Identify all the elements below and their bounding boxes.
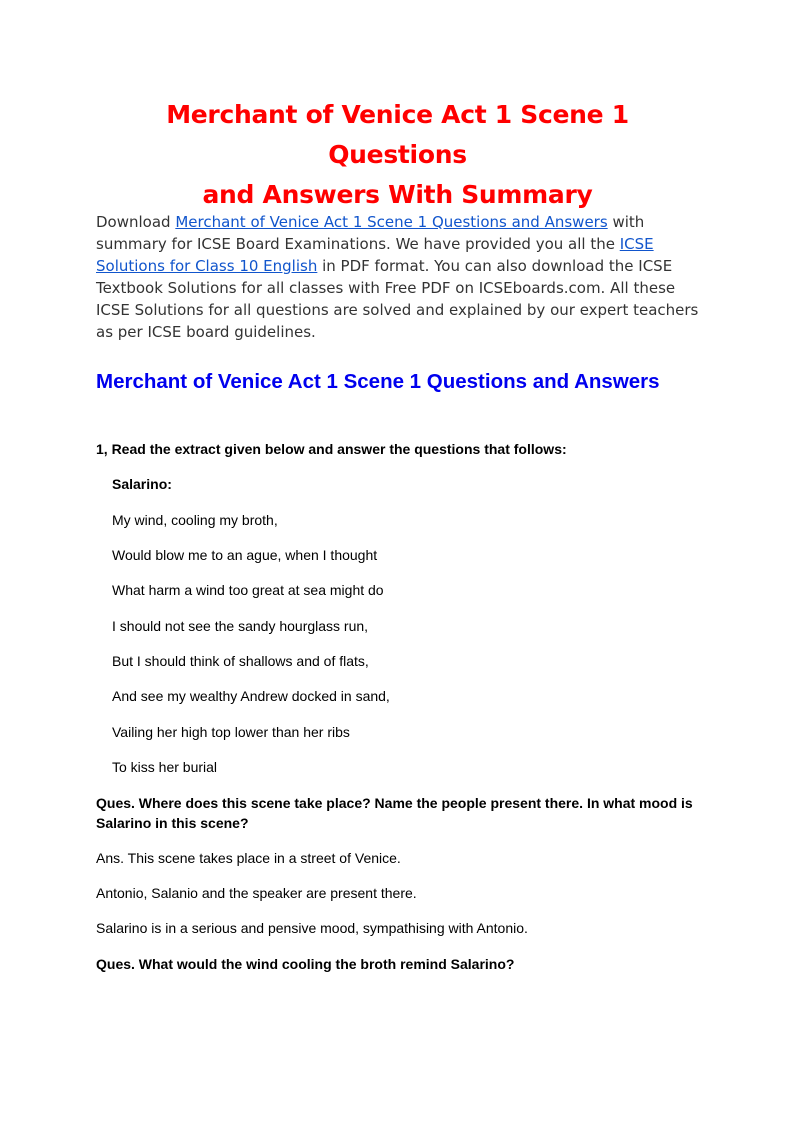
title-line-2: and Answers With Summary <box>202 180 593 209</box>
extract-line: I should not see the sandy hourglass run, <box>112 618 369 634</box>
extract-line: My wind, cooling my broth, <box>112 512 278 528</box>
extract-line: What harm a wind too great at sea might do <box>112 582 384 598</box>
question-2: Ques. What would the wind cooling the broth remind Salarino? <box>96 956 515 972</box>
speaker-name: Salarino: <box>112 476 172 492</box>
page-title <box>96 95 699 215</box>
intro-text-1: Download <box>96 213 176 231</box>
extract-line: And see my wealthy Andrew docked in sand, <box>112 688 390 704</box>
section-heading: Merchant of Venice Act 1 Scene 1 Questions and Answers <box>96 370 660 393</box>
intro-text-3: in PDF format. You can also download the ICSE Textbook Solutions for all classes with Free PDF on ICSEboards.com. All these ICSE Solutions for all questions are solved and explained by our expert teachers as per ICSE board guidelines. <box>96 257 699 341</box>
extract-line: But I should think of shallows and of flats, <box>112 653 369 669</box>
answer-line: Antonio, Salanio and the speaker are present there. <box>96 885 417 901</box>
extract-line: Would blow me to an ague, when I thought <box>112 547 378 563</box>
answer-line: Ans. This scene takes place in a street of Venice. <box>96 850 401 866</box>
question-1: Ques. Where does this scene take place? Name the people present there. In what mood is Salarino in this scene? <box>96 795 693 831</box>
title-line-1: Merchant of Venice Act 1 Scene 1 Questions <box>166 100 629 169</box>
intro-text-2: with summary for ICSE Board Examinations. We have provided you all the <box>96 213 645 253</box>
answer-line: Salarino is in a serious and pensive mood, sympathising with Antonio. <box>96 920 528 936</box>
question-intro: 1, Read the extract given below and answer the questions that follows: <box>96 441 567 457</box>
extract-line: To kiss her burial <box>112 759 218 775</box>
intro-paragraph <box>96 211 699 343</box>
icse-solutions-link[interactable]: ICSE Solutions for Class 10 English <box>96 235 654 275</box>
extract-line: Vailing her high top lower than her ribs <box>112 724 350 740</box>
merchant-questions-link[interactable]: Merchant of Venice Act 1 Scene 1 Questions and Answers <box>175 213 608 231</box>
